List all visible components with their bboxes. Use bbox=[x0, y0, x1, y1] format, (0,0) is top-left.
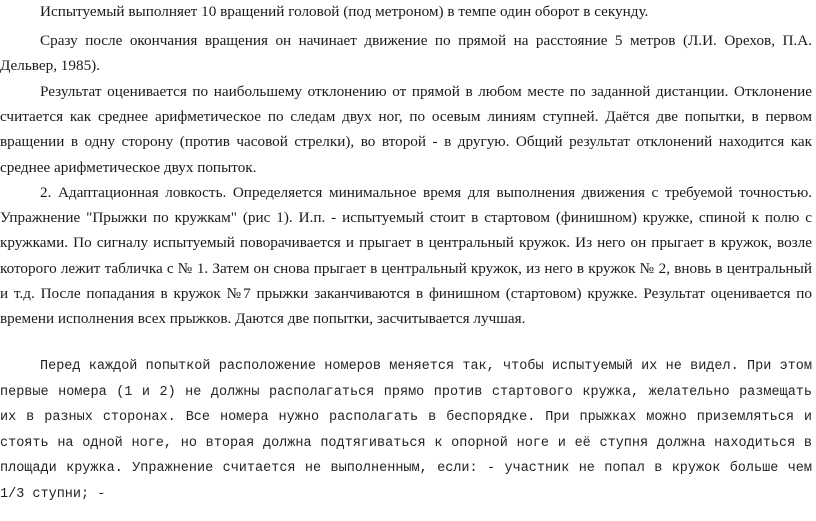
paragraph-adaptive-agility: 2. Адаптационная ловкость. Определяется минимальное время для выполнения движения с требуемой точностью. Упражнение "Прыжки по кружкам" (рис 1). И.п. - испытуемый стоит в стартовом (финишном) кружке, спиной к полю с кружками. По сигналу испытуемый поворачивается и прыгает в центральный кружок. Из него он прыгает в кружок, возле которого лежит табличка с № 1. Затем он снова прыгает в центральный кружок, из него в кружок № 2, вновь в центральный и т.д. После попадания в кружок №7 прыжки заканчиваются в финишном (стартовом) кружке. Результат оценивается по времени исполнения всех прыжков. Даются две попытки, засчитывается лучшая. bbox=[0, 184, 812, 328]
paragraph-rotation-task: Испытуемый выполняет 10 вращений головой (под метроном) в темпе один оборот в секунду. bbox=[40, 3, 649, 20]
paragraph-number-placement-rules: Перед каждой попыткой расположение номеров меняется так, чтобы испытуемый их не видел. При этом первые номера (1 и 2) не должны располагаться прямо против стартового кружка, желательно размещать их в разных сторонах. Все номера нужно располагать в беспорядке. При прыжках можно приземляться и стоять на одной ноге, но вторая должна подтягиваться к опорной ноге и её ступня должна находиться в площади кружка. Упражнение считается не выполненным, если: - участник не попал в кружок больше чем 1/3 ступни; - bbox=[0, 359, 812, 502]
paragraph-result-evaluation: Результат оценивается по наибольшему отклонению от прямой в любом месте по заданной дистанции. Отклонение считается как среднее арифметическое по следам двух ног, по осевым линиям ступней. Даётся две попытки, в первом вращении в одну сторону (против часовой стрелки), во второй - в другую. Общий результат отклонений находится как среднее арифметическое двух попыток. bbox=[0, 83, 812, 176]
paragraph-walk-after-rotation: Сразу после окончания вращения он начинает движение по прямой на расстояние 5 метров (Л.И. Орехов, П.А. Дельвер, 1985). bbox=[0, 32, 812, 75]
